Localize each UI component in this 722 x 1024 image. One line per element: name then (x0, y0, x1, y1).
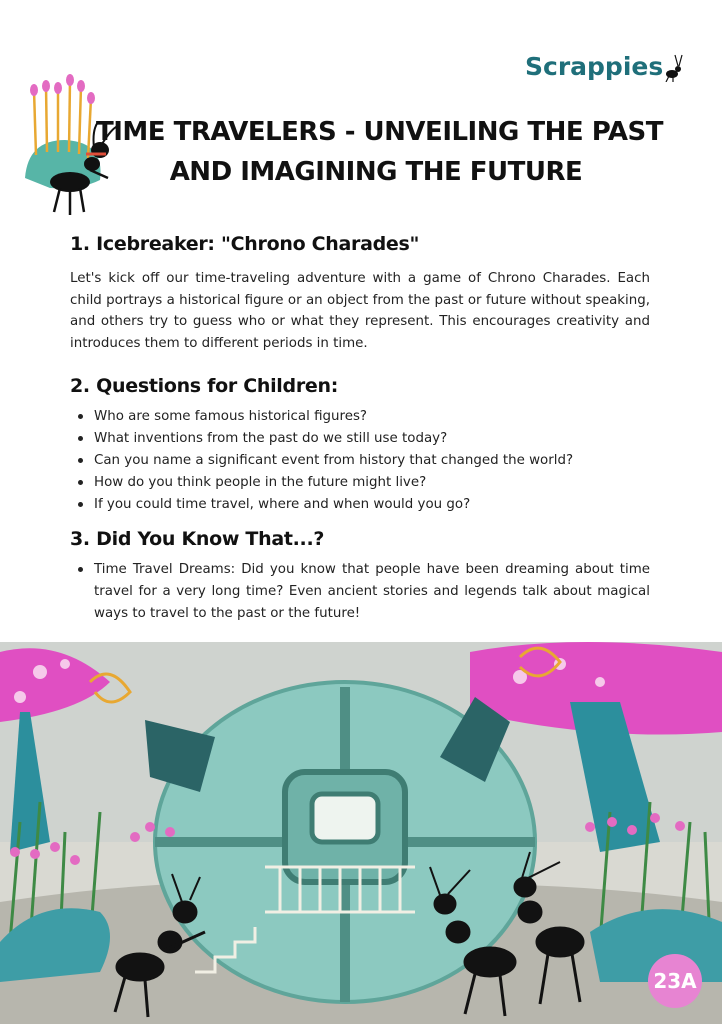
questions-list (70, 406, 670, 516)
did-you-know-heading: 3. Did You Know That...? (70, 528, 325, 550)
list-item: Can you name a significant event from history that changed the world? (70, 450, 670, 472)
ant-logo-icon (663, 52, 685, 82)
list-item: How do you think people in the future might live? (70, 472, 670, 494)
title-line-2: AND IMAGINING THE FUTURE (169, 157, 583, 187)
list-item: Time Travel Dreams: Did you know that people have been dreaming about time travel for a very long time? Even ancient stories and legends talk about magical ways to travel to the past or the future! (70, 559, 650, 625)
time-machine-illustration (0, 642, 722, 1024)
title-line-1: TIME TRAVELERS - UNVEILING THE PAST (96, 117, 663, 147)
list-item: What inventions from the past do we still use today? (70, 428, 670, 450)
did-you-know-list (70, 559, 650, 625)
questions-heading: 2. Questions for Children: (70, 375, 339, 397)
icebreaker-body: Let's kick off our time-traveling adventure with a game of Chrono Charades. Each child portrays a historical figure or an object from the past or future without speaking, and others try to guess who or what they represent. This encourages creativity and introduces them to different periods in time. (70, 271, 650, 351)
scrappies-logo (525, 52, 685, 86)
logo-text: Scrappies (525, 52, 664, 81)
page-title (96, 112, 663, 192)
icebreaker-heading: 1. Icebreaker: "Chrono Charades" (70, 233, 420, 255)
list-item: Who are some famous historical figures? (70, 406, 670, 428)
page-number-badge: 23A (648, 954, 702, 1008)
list-item: If you could time travel, where and when would you go? (70, 494, 670, 516)
